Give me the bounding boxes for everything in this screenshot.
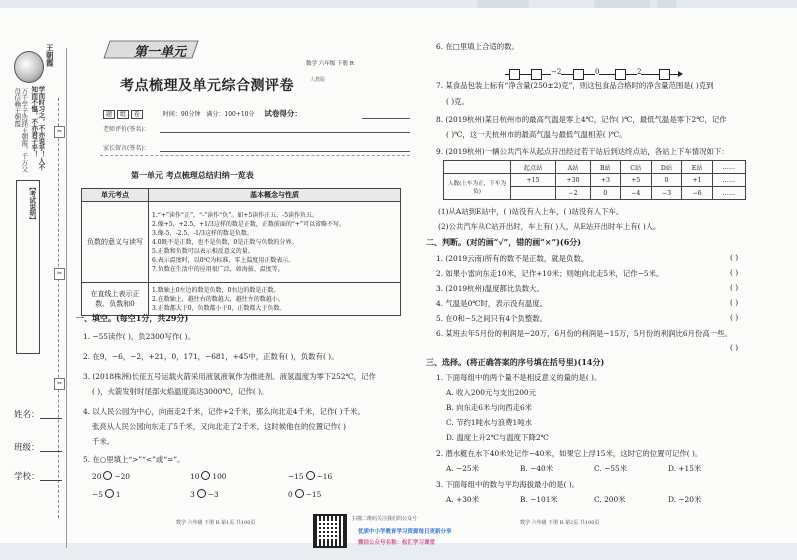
question: 1. −55读作( )，负2300写作( )。	[83, 332, 195, 341]
question: 6. 在□里填上合适的数。	[436, 42, 519, 51]
table-cell: +15	[511, 174, 556, 187]
answer-paren[interactable]: ( )	[730, 313, 739, 322]
point-line: 4.0既不是正数，也不是负数，0是正数与负数的分界。	[152, 238, 298, 246]
points-cell	[149, 283, 401, 316]
question: 5. 在○里填上“>”“<”或“=”。	[83, 455, 185, 464]
unit-banner-text: 第一单元	[134, 45, 187, 60]
answer-paren[interactable]: ( )	[730, 283, 739, 292]
unit-banner-text-wrap	[102, 39, 202, 60]
table-row	[82, 283, 401, 316]
answer-box[interactable]	[659, 69, 670, 80]
table-header: ……	[712, 161, 745, 174]
point-line: 1.数轴上0左边的数是负数，0右边的数是正数。	[152, 286, 280, 294]
edition-tag: 人教版	[310, 77, 326, 83]
table-cell: ……	[712, 187, 745, 200]
table-cell: 0	[651, 174, 682, 187]
compare-circle[interactable]	[306, 471, 315, 480]
table-cell	[511, 187, 556, 200]
question: 7. 某食品包装上标有“净含量(250±2)克”，则这包食品合格时的净含量范围是( )克到	[436, 81, 714, 90]
question: 4. 以人民公园为中心，向南走2千米，记作+2千米，那么向北走4千米，记作( )千米。	[83, 407, 365, 416]
table-header	[444, 161, 511, 174]
name-field[interactable]	[40, 418, 62, 419]
footer-left: 数学 六年级 下册 R 第1页 共100页	[176, 520, 256, 526]
page-title: 考点梳理及单元综合测评卷	[120, 78, 294, 94]
answer-paren[interactable]: ( )	[730, 343, 739, 352]
footer-qr-note: 扫描二维码关注我们的公众号	[352, 516, 418, 522]
choice-option: D. −20米	[668, 495, 702, 504]
compare-item: −15 −16	[288, 472, 333, 481]
qr-code-pattern	[318, 519, 338, 539]
choice-option: B. −40米	[520, 464, 554, 473]
answer-paren[interactable]: ( )	[730, 268, 739, 277]
compare-circle[interactable]	[105, 489, 114, 498]
promo-line: 优质中小学教育学习资源每日更新分享	[358, 529, 452, 535]
table-cell: 0	[590, 187, 620, 200]
choice-question: 2. 潜水艇在水下40米处记作−40米，如果它上浮15米，这时它的位置可记作( )。	[436, 449, 703, 458]
table-cell: −4	[620, 187, 651, 200]
choice-option: C. 节约1吨水与浪费1吨水	[446, 418, 533, 427]
answer-paren[interactable]: ( )	[730, 298, 739, 307]
meta-row	[103, 108, 302, 119]
school-field[interactable]	[40, 480, 62, 481]
question-cont: ( )克。	[446, 97, 469, 106]
school-label: 学校：	[14, 472, 40, 482]
score-label: 试卷得分：	[264, 109, 302, 118]
question: 9. (2019杭州)一辆公共汽车从起点开出经过若干站后到达终点站，各站上下车情况如下：	[436, 147, 729, 156]
footer-right: 数学 六年级 下册 R 第2页 共100页	[520, 520, 600, 526]
table-row	[444, 174, 746, 187]
topic-cell: 负数的意义与读写	[82, 202, 149, 283]
question: 8. (2019杭州)某日杭州市的最高气温是零上4℃，记作( )℃，最低气温是零下2℃，记作	[436, 115, 727, 124]
judge-item: 1. (2019云南)所有的数不是正数，就是负数。	[436, 254, 589, 263]
compare-circle[interactable]	[201, 471, 210, 480]
choice-option: C. −55米	[594, 464, 628, 473]
time-text: 时间：90分钟	[162, 111, 201, 118]
table-header: 单元考点	[82, 189, 149, 202]
compare-item: 0 −15	[288, 490, 322, 499]
summary-table	[81, 188, 401, 316]
compare-circle[interactable]	[103, 471, 112, 480]
choice-option: A. −25米	[446, 464, 480, 473]
table-header: 起点站	[511, 161, 556, 174]
choice-question: 1. 下面每组中的两个量不是相反意义的量的是( )。	[436, 373, 602, 382]
class-label: 班级：	[14, 443, 40, 453]
table-cell: +1	[682, 174, 712, 187]
cut-mark: ✂	[54, 126, 65, 138]
teacher-sig-label: 老师评价(签名)：	[103, 126, 150, 133]
choice-option: A. +30米	[446, 495, 480, 504]
table-cell: +3	[590, 174, 620, 187]
number-line-label: −2	[551, 68, 562, 76]
judge-item: 2. 如果小雷向东走10米，记作+10米；则她向北走5米，记作−5米。	[436, 269, 664, 278]
parent-sig-label: 家长留言(签名)：	[103, 145, 150, 152]
question-cont: 张亮从人民公园向东走了5千米，又向北走了2千米，这时候他在的位置记作( )	[92, 422, 347, 431]
answer-box[interactable]	[531, 69, 542, 80]
question-sub: (1)从A站到E站中，( )站没有人上车，( )站没有人下车。	[438, 207, 624, 216]
compare-item: −5 1	[92, 490, 121, 499]
choice-option: B. −101米	[520, 495, 558, 504]
promo-line: 微信公众号名称：松汇学习课堂	[358, 540, 436, 546]
top-strip	[0, 0, 797, 8]
answer-box[interactable]	[509, 69, 520, 80]
question: 3. (2018株洲)长征五号运载火箭采用液氢液氧作为推进剂。液氢温度为零下252℃，记作	[83, 372, 376, 381]
choice-option: A. 收入200元与支出200元	[446, 388, 536, 397]
number-line-label: 2	[637, 68, 642, 76]
side-note: 万千学子选择王朝霞，千万父母信赖王朝霞	[13, 88, 29, 173]
table-row	[82, 202, 401, 283]
point-line: 1.“+”读作“正”，“-”读作“负”。如+5读作正五，-5读作负五。	[152, 211, 319, 219]
topic-cell: 在直线上表示正数、负数和0	[82, 283, 149, 316]
choice-question: 3. 下面每组中的数与平均海拔最小的是( )。	[436, 480, 580, 489]
answer-box[interactable]	[615, 69, 626, 80]
table-header: B站	[590, 161, 620, 174]
cut-mark: ✂	[54, 378, 65, 390]
grade-box: 题	[103, 110, 115, 119]
compare-item: 3 −3	[190, 490, 219, 499]
answer-paren[interactable]: ( )	[730, 253, 739, 262]
choice-option: D. 温度上升2℃与温度下降2℃	[446, 433, 549, 442]
choice-option: B. 向东走6米与向西走6米	[446, 403, 533, 412]
point-line: 7.负数在生活中的应用很广泛，如海拔、温度等。	[152, 265, 284, 273]
point-line: 5.正数和负数可以表示相反意义的量。	[152, 247, 254, 255]
bus-table	[443, 160, 746, 200]
grade-box: 卷	[131, 110, 143, 119]
judge-item: 5. 在0和−5之间只有4个负整数。	[436, 314, 547, 323]
point-line: 3.像-5，-2.5，-1/3这样的数是负数。	[152, 229, 253, 237]
full-score-text: 满分：100+10分	[206, 111, 255, 118]
section-choice: 三、选择。(将正确答案的序号填在括号里)(14分)	[426, 357, 605, 367]
question-sub: (2)公共汽车从C站开出时，车上有( )人，从E站开出时车上有( )人。	[438, 222, 661, 231]
summary-table-caption: 第一单元 考点梳理总结归纳一览表	[131, 170, 254, 180]
section-judge: 二、判断。(对的画“√”，错的画“×”)(6分)	[426, 237, 582, 247]
point-line: 6.表示温度时，以0℃为标准，零上温度用正数表示。	[152, 256, 295, 264]
table-cell: −6	[682, 187, 712, 200]
score-field[interactable]	[362, 118, 410, 119]
arrow-icon	[678, 71, 683, 77]
point-line: 2.像+5，+2.5，+1/3这样的数是正数，正数前面的“+”可以省略不写。	[152, 220, 345, 228]
logo-text: 王朝霞	[45, 44, 55, 67]
question-cont: ( )，火箭发射时尾部火焰温度高达3000℃，记作( )。	[92, 387, 269, 396]
table-cell: ……	[712, 174, 745, 187]
grade-box: 组	[117, 110, 129, 119]
compare-circle[interactable]	[295, 489, 304, 498]
compare-item: 20 −20	[92, 472, 131, 481]
question: 2. 在9，−6，−2，+21，0，171，−681，+45中，正数有( )，负数有( )。	[83, 352, 339, 361]
table-header: 基本概念与性质	[149, 189, 401, 202]
worksheet-sheet	[0, 8, 797, 546]
compare-item: 10 100	[190, 472, 227, 481]
logo-avatar	[14, 51, 44, 83]
answer-box[interactable]	[573, 69, 584, 80]
question-cont: 千米。	[92, 437, 115, 446]
cut-line	[58, 98, 59, 518]
parent-sig-field[interactable]	[160, 151, 410, 152]
points-cell	[149, 202, 401, 283]
section-fill-in: 一、填空。(每空1分，共29分)	[76, 313, 189, 323]
header-right: 数学 六年级 下册 R	[306, 61, 354, 67]
table-header: A站	[556, 161, 591, 174]
table-row	[444, 161, 746, 174]
question-cont: ( )℃，这一天杭州市的最高气温与最低气温相差( )℃。	[446, 130, 627, 139]
table-cell: +5	[620, 174, 651, 187]
judge-item: 4. 气温是0℃时，表示没有温度。	[436, 299, 548, 308]
point-line: 3.正数都大于0，负数都小于0，正数都大于负数。	[152, 304, 286, 312]
choice-option: C. 200米	[594, 495, 626, 504]
slogan: 学而时习之，不亦说乎！人不知而不愠，不亦君子乎！	[30, 86, 46, 171]
compare-circle[interactable]	[197, 489, 206, 498]
table-header: C站	[620, 161, 651, 174]
table-cell: −2	[556, 187, 591, 200]
table-header: E站	[682, 161, 712, 174]
table-cell: 人数(上车为正，下车为负)	[444, 174, 511, 200]
table-header: D站	[651, 161, 682, 174]
name-label: 姓名：	[14, 410, 40, 420]
teacher-sig-field[interactable]	[160, 132, 410, 133]
table-cell: +30	[556, 174, 591, 187]
judge-item: 3. (2019杭州)温度都比负数大。	[436, 284, 544, 293]
judge-item: 6. 某班去年5月份的利润是−20万，6月份的利润是−15万，5月份的利润比6月份高一些。	[436, 329, 732, 338]
divider	[100, 155, 410, 156]
exam-note-label: 【考试说明】	[28, 184, 37, 223]
table-cell: −3	[651, 187, 682, 200]
choice-option: D. +15米	[668, 464, 702, 473]
class-field[interactable]	[40, 451, 62, 452]
number-line-label: 0	[595, 68, 600, 76]
cut-mark: ✂	[54, 268, 65, 280]
point-line: 2.在数轴上，越往右的数越大，越往左的数越小。	[152, 295, 284, 303]
